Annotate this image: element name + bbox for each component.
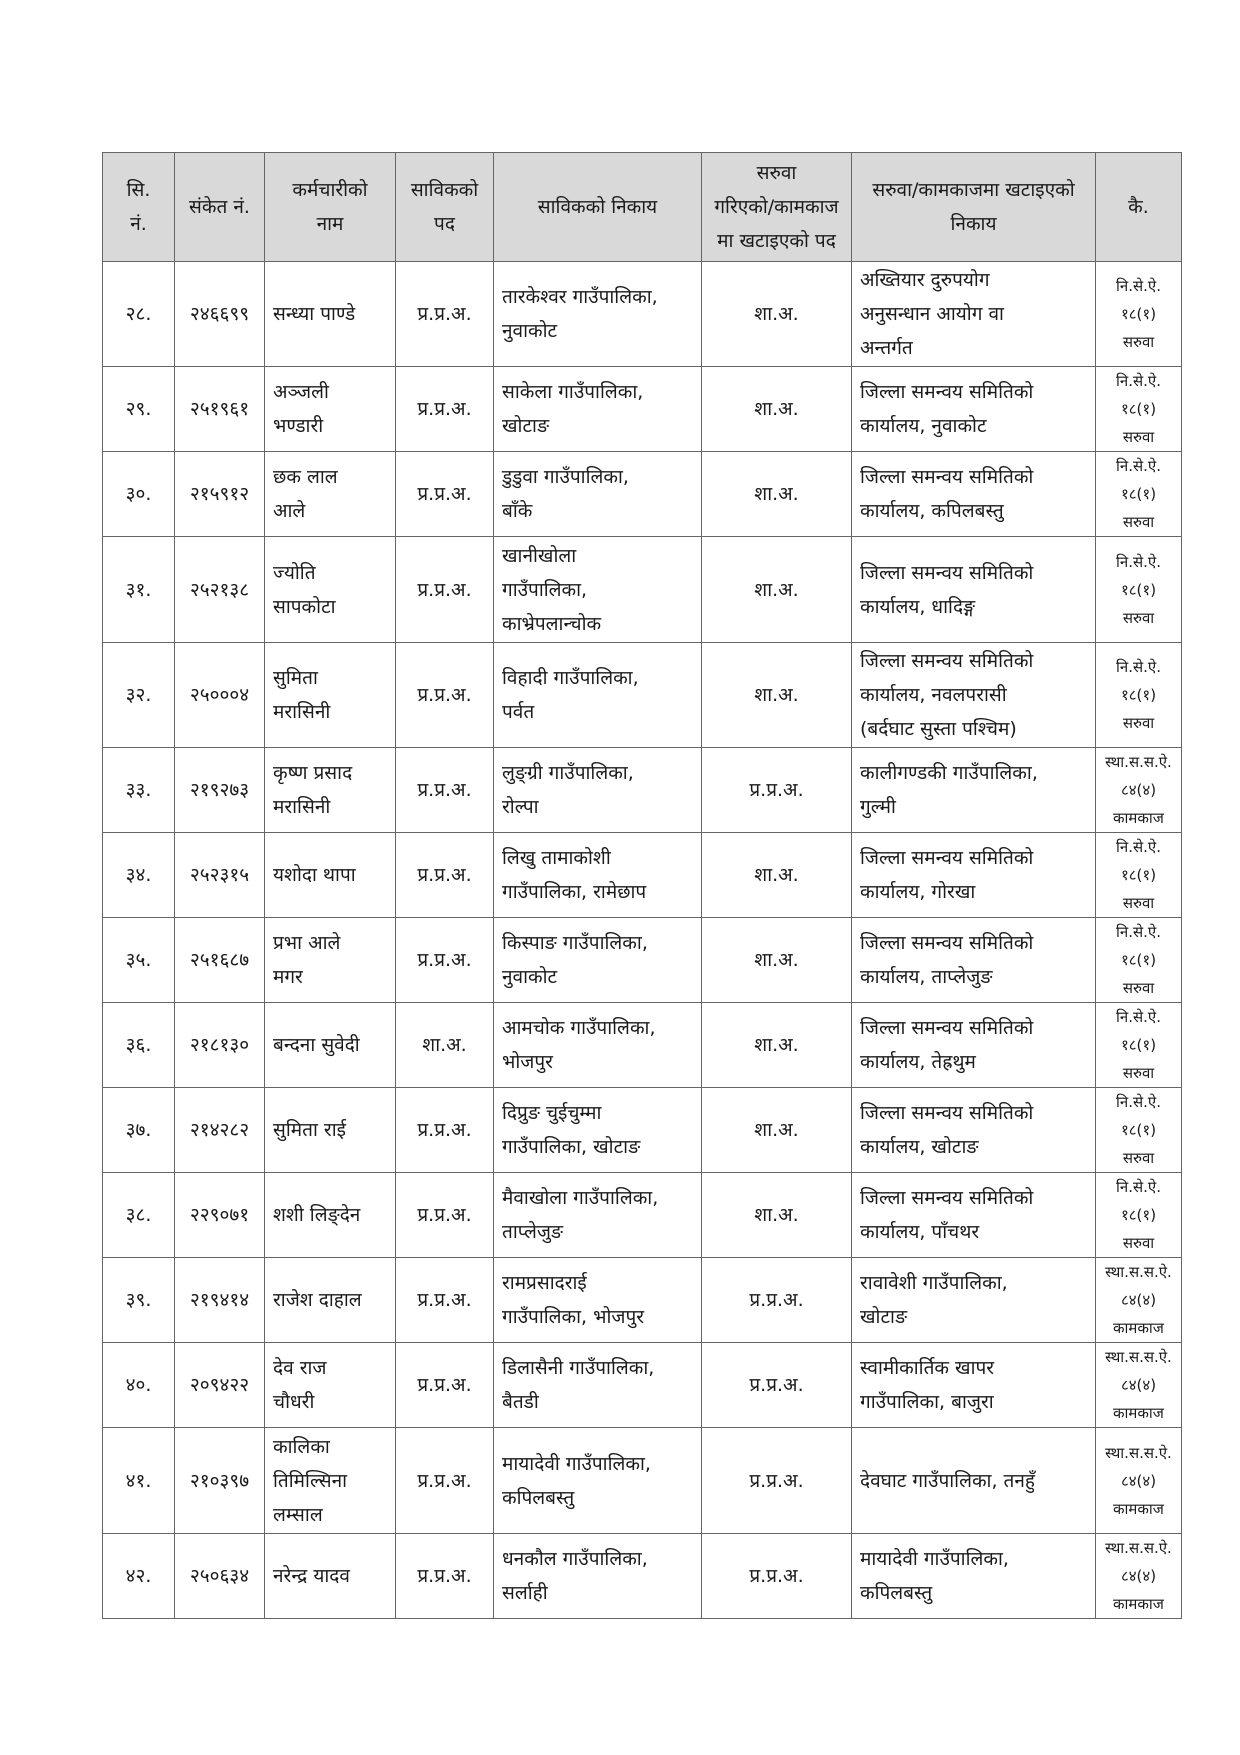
code-cell: २१९२७३: [175, 748, 265, 833]
remark-cell: स्था.स.स.ऐ. ८४(४) कामकाज: [1096, 1258, 1182, 1343]
code-cell: २२९०७१: [175, 1173, 265, 1258]
new-post-cell: शा.अ.: [702, 918, 852, 1003]
previous-post-cell: प्र.प्र.अ.: [396, 367, 494, 452]
transfer-table: [102, 152, 1182, 1619]
remark-cell: स्था.स.स.ऐ. ८४(४) कामकाज: [1096, 1428, 1182, 1534]
table-row: [103, 643, 1182, 748]
remark-cell: नि.से.ऐ. १८(१) सरुवा: [1096, 1173, 1182, 1258]
table-row: [103, 1343, 1182, 1428]
previous-post-cell: प्र.प्र.अ.: [396, 1534, 494, 1619]
new-office-cell: जिल्ला समन्वय समितिको कार्यालय, पाँचथर: [852, 1173, 1096, 1258]
new-office-cell: रावावेशी गाउँपालिका, खोटाङ: [852, 1258, 1096, 1343]
previous-post-cell: प्र.प्र.अ.: [396, 1428, 494, 1534]
code-cell: २१५९१२: [175, 452, 265, 537]
serial-cell: ३९.: [103, 1258, 175, 1343]
new-post-cell: प्र.प्र.अ.: [702, 748, 852, 833]
new-post-cell: शा.अ.: [702, 262, 852, 367]
serial-cell: ४०.: [103, 1343, 175, 1428]
previous-office-cell: तारकेश्वर गाउँपालिका, नुवाकोट: [494, 262, 702, 367]
remark-cell: नि.से.ऐ. १८(१) सरुवा: [1096, 537, 1182, 643]
previous-post-cell: प्र.प्र.अ.: [396, 643, 494, 748]
new-office-cell: जिल्ला समन्वय समितिको कार्यालय, कपिलबस्तु: [852, 452, 1096, 537]
code-cell: २१४२८२: [175, 1088, 265, 1173]
code-cell: २५२१३८: [175, 537, 265, 643]
new-office-cell: देवघाट गाउँपालिका, तनहुँ: [852, 1428, 1096, 1534]
previous-office-cell: रामप्रसादराई गाउँपालिका, भोजपुर: [494, 1258, 702, 1343]
serial-cell: ३७.: [103, 1088, 175, 1173]
code-cell: २१०३९७: [175, 1428, 265, 1534]
previous-post-cell: प्र.प्र.अ.: [396, 537, 494, 643]
new-post-cell: शा.अ.: [702, 452, 852, 537]
name-cell: शशी लिङ्देन: [265, 1173, 396, 1258]
previous-post-cell: प्र.प्र.अ.: [396, 1258, 494, 1343]
code-cell: २५०६३४: [175, 1534, 265, 1619]
code-cell: २५१९६१: [175, 367, 265, 452]
serial-cell: ४२.: [103, 1534, 175, 1619]
header-name: कर्मचारीको नाम: [265, 153, 396, 262]
table-row: [103, 1003, 1182, 1088]
name-cell: प्रभा आले मगर: [265, 918, 396, 1003]
new-office-cell: जिल्ला समन्वय समितिको कार्यालय, नवलपरासी (बर्दघाट सुस्ता पश्चिम): [852, 643, 1096, 748]
new-office-cell: कालीगण्डकी गाउँपालिका, गुल्मी: [852, 748, 1096, 833]
previous-post-cell: प्र.प्र.अ.: [396, 262, 494, 367]
new-post-cell: प्र.प्र.अ.: [702, 1534, 852, 1619]
serial-cell: ३८.: [103, 1173, 175, 1258]
table-row: [103, 1173, 1182, 1258]
new-office-cell: जिल्ला समन्वय समितिको कार्यालय, नुवाकोट: [852, 367, 1096, 452]
remark-cell: नि.से.ऐ. १८(१) सरुवा: [1096, 643, 1182, 748]
new-post-cell: शा.अ.: [702, 1003, 852, 1088]
previous-post-cell: शा.अ.: [396, 1003, 494, 1088]
serial-cell: ३१.: [103, 537, 175, 643]
table-row: [103, 1428, 1182, 1534]
new-post-cell: शा.अ.: [702, 1173, 852, 1258]
header-previous-post: साविकको पद: [396, 153, 494, 262]
serial-cell: २८.: [103, 262, 175, 367]
table-row: [103, 833, 1182, 918]
previous-post-cell: प्र.प्र.अ.: [396, 748, 494, 833]
previous-office-cell: डुडुवा गाउँपालिका, बाँके: [494, 452, 702, 537]
previous-office-cell: खानीखोला गाउँपालिका, काभ्रेपलान्चोक: [494, 537, 702, 643]
new-post-cell: प्र.प्र.अ.: [702, 1428, 852, 1534]
serial-cell: ३२.: [103, 643, 175, 748]
header-new-office: सरुवा/कामकाजमा खटाइएको निकाय: [852, 153, 1096, 262]
previous-office-cell: लिखु तामाकोशी गाउँपालिका, रामेछाप: [494, 833, 702, 918]
table-row: [103, 1088, 1182, 1173]
previous-post-cell: प्र.प्र.अ.: [396, 833, 494, 918]
previous-post-cell: प्र.प्र.अ.: [396, 1173, 494, 1258]
previous-office-cell: लुङ्ग्री गाउँपालिका, रोल्पा: [494, 748, 702, 833]
remark-cell: स्था.स.स.ऐ. ८४(४) कामकाज: [1096, 1534, 1182, 1619]
serial-cell: २९.: [103, 367, 175, 452]
new-office-cell: स्वामीकार्तिक खापर गाउँपालिका, बाजुरा: [852, 1343, 1096, 1428]
table-row: [103, 1258, 1182, 1343]
remark-cell: नि.से.ऐ. १८(१) सरुवा: [1096, 1003, 1182, 1088]
previous-office-cell: साकेला गाउँपालिका, खोटाङ: [494, 367, 702, 452]
previous-post-cell: प्र.प्र.अ.: [396, 1088, 494, 1173]
table-row: [103, 748, 1182, 833]
table-row: [103, 1534, 1182, 1619]
table-row: [103, 537, 1182, 643]
name-cell: सुमिता राई: [265, 1088, 396, 1173]
remark-cell: नि.से.ऐ. १८(१) सरुवा: [1096, 367, 1182, 452]
new-office-cell: जिल्ला समन्वय समितिको कार्यालय, ताप्लेजुङ: [852, 918, 1096, 1003]
header-remarks: कै.: [1096, 153, 1182, 262]
name-cell: छक लाल आले: [265, 452, 396, 537]
code-cell: २५०००४: [175, 643, 265, 748]
new-office-cell: अख्तियार दुरुपयोग अनुसन्धान आयोग वा अन्तर्गत: [852, 262, 1096, 367]
new-post-cell: शा.अ.: [702, 1088, 852, 1173]
name-cell: देव राज चौधरी: [265, 1343, 396, 1428]
remark-cell: नि.से.ऐ. १८(१) सरुवा: [1096, 1088, 1182, 1173]
table-row: [103, 452, 1182, 537]
name-cell: कालिका तिमिल्सिना लम्साल: [265, 1428, 396, 1534]
header-previous-office: साविकको निकाय: [494, 153, 702, 262]
name-cell: ज्योति सापकोटा: [265, 537, 396, 643]
new-post-cell: शा.अ.: [702, 537, 852, 643]
new-office-cell: जिल्ला समन्वय समितिको कार्यालय, धादिङ्ग: [852, 537, 1096, 643]
remark-cell: स्था.स.स.ऐ. ८४(४) कामकाज: [1096, 1343, 1182, 1428]
remark-cell: नि.से.ऐ. १८(१) सरुवा: [1096, 833, 1182, 918]
previous-office-cell: मायादेवी गाउँपालिका, कपिलबस्तु: [494, 1428, 702, 1534]
serial-cell: ३५.: [103, 918, 175, 1003]
serial-cell: ३६.: [103, 1003, 175, 1088]
code-cell: २५२३१५: [175, 833, 265, 918]
header-row: [103, 153, 1182, 262]
name-cell: यशोदा थापा: [265, 833, 396, 918]
serial-cell: ४१.: [103, 1428, 175, 1534]
remark-cell: नि.से.ऐ. १८(१) सरुवा: [1096, 452, 1182, 537]
code-cell: २१९४१४: [175, 1258, 265, 1343]
serial-cell: ३३.: [103, 748, 175, 833]
code-cell: २४६६९९: [175, 262, 265, 367]
name-cell: कृष्ण प्रसाद मरासिनी: [265, 748, 396, 833]
new-post-cell: शा.अ.: [702, 643, 852, 748]
previous-post-cell: प्र.प्र.अ.: [396, 918, 494, 1003]
name-cell: नरेन्द्र यादव: [265, 1534, 396, 1619]
new-office-cell: जिल्ला समन्वय समितिको कार्यालय, खोटाङ: [852, 1088, 1096, 1173]
name-cell: बन्दना सुवेदी: [265, 1003, 396, 1088]
code-cell: २५१६८७: [175, 918, 265, 1003]
new-office-cell: जिल्ला समन्वय समितिको कार्यालय, तेह्रथुम: [852, 1003, 1096, 1088]
code-cell: २०९४२२: [175, 1343, 265, 1428]
new-post-cell: शा.अ.: [702, 367, 852, 452]
name-cell: सुमिता मरासिनी: [265, 643, 396, 748]
header-code: संकेत नं.: [175, 153, 265, 262]
header-serial: सि. नं.: [103, 153, 175, 262]
new-post-cell: प्र.प्र.अ.: [702, 1343, 852, 1428]
name-cell: अञ्जली भण्डारी: [265, 367, 396, 452]
name-cell: राजेश दाहाल: [265, 1258, 396, 1343]
code-cell: २१८१३०: [175, 1003, 265, 1088]
serial-cell: ३४.: [103, 833, 175, 918]
table-body: [103, 262, 1182, 1619]
table-row: [103, 367, 1182, 452]
previous-post-cell: प्र.प्र.अ.: [396, 1343, 494, 1428]
remark-cell: नि.से.ऐ. १८(१) सरुवा: [1096, 262, 1182, 367]
new-post-cell: शा.अ.: [702, 833, 852, 918]
new-office-cell: जिल्ला समन्वय समितिको कार्यालय, गोरखा: [852, 833, 1096, 918]
previous-office-cell: आमचोक गाउँपालिका, भोजपुर: [494, 1003, 702, 1088]
previous-office-cell: डिलासैनी गाउँपालिका, बैतडी: [494, 1343, 702, 1428]
table-row: [103, 918, 1182, 1003]
previous-office-cell: मैवाखोला गाउँपालिका, ताप्लेजुङ: [494, 1173, 702, 1258]
header-new-post: सरुवा गरिएको/कामकाज मा खटाइएको पद: [702, 153, 852, 262]
previous-office-cell: विहादी गाउँपालिका, पर्वत: [494, 643, 702, 748]
remark-cell: स्था.स.स.ऐ. ८४(४) कामकाज: [1096, 748, 1182, 833]
table-row: [103, 262, 1182, 367]
remark-cell: नि.से.ऐ. १८(१) सरुवा: [1096, 918, 1182, 1003]
previous-office-cell: धनकौल गाउँपालिका, सर्लाही: [494, 1534, 702, 1619]
previous-office-cell: दिप्रुङ चुईचुम्मा गाउँपालिका, खोटाङ: [494, 1088, 702, 1173]
serial-cell: ३०.: [103, 452, 175, 537]
name-cell: सन्ध्या पाण्डे: [265, 262, 396, 367]
new-post-cell: प्र.प्र.अ.: [702, 1258, 852, 1343]
new-office-cell: मायादेवी गाउँपालिका, कपिलबस्तु: [852, 1534, 1096, 1619]
previous-office-cell: किस्पाङ गाउँपालिका, नुवाकोट: [494, 918, 702, 1003]
previous-post-cell: प्र.प्र.अ.: [396, 452, 494, 537]
